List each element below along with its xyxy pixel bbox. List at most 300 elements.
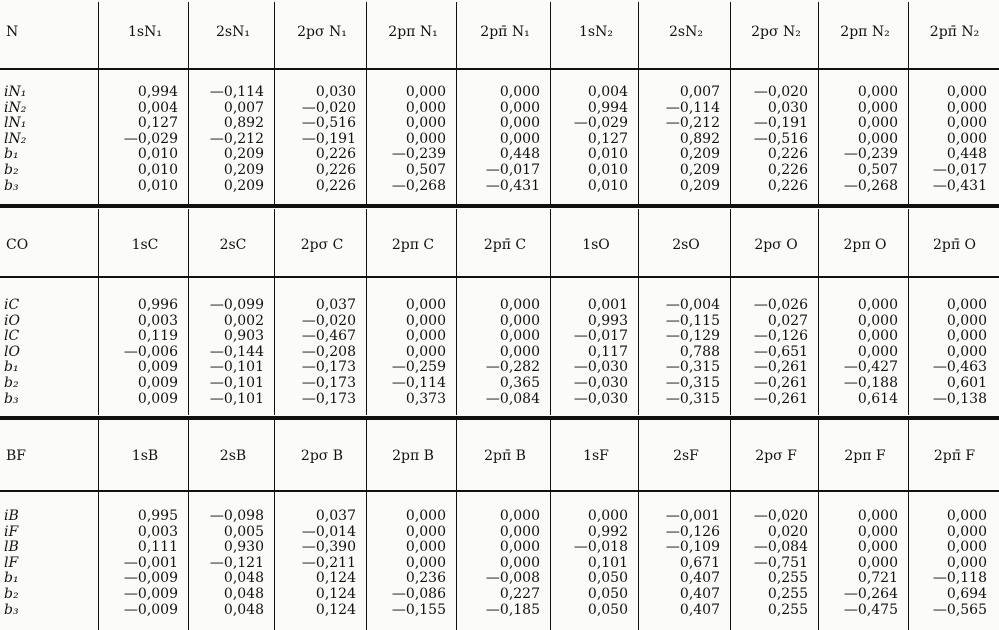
- column-header: 2pπ̄ B: [484, 448, 526, 464]
- column-header: 1sN₁: [128, 24, 162, 40]
- value-column: [912, 298, 987, 407]
- value-column: [192, 85, 264, 194]
- table-cell: 0,000: [857, 523, 898, 540]
- table-cell: —0,431: [485, 177, 540, 194]
- table-cell: 0,124: [315, 570, 356, 587]
- table-cell: —0,259: [391, 359, 446, 376]
- column-header: 2pπ̄ O: [933, 237, 976, 253]
- table-cell: 0,000: [946, 99, 987, 116]
- table-cell: 0,993: [587, 312, 628, 329]
- horizontal-rule: [0, 490, 999, 492]
- table-cell: —0,020: [301, 99, 356, 116]
- table-cell: 0,000: [405, 523, 446, 540]
- table-cell: 0,000: [946, 343, 987, 360]
- table-cell: 0,000: [405, 539, 446, 556]
- row-label: lN₂: [4, 130, 27, 147]
- table-cell: —0,315: [665, 390, 720, 407]
- table-cell: 0,000: [946, 312, 987, 329]
- table-cell: 0,000: [857, 343, 898, 360]
- row-label: lB: [4, 539, 19, 556]
- column-header: 1sO: [582, 237, 610, 253]
- table-cell: —0,565: [932, 601, 987, 618]
- table-cell: 0,930: [223, 539, 264, 556]
- horizontal-rule: [0, 419, 999, 420]
- table-cell: —0,017: [573, 328, 628, 345]
- table-cell: 0,209: [679, 146, 720, 163]
- column-header: 2pσ O: [754, 237, 798, 253]
- value-column: [370, 85, 446, 194]
- table-cell: —0,173: [301, 374, 356, 391]
- table-cell: 0,903: [223, 328, 264, 345]
- table-cell: —0,020: [301, 312, 356, 329]
- value-column: [192, 298, 264, 407]
- table-cell: 0,000: [857, 297, 898, 313]
- row-label: iN₁: [4, 84, 27, 100]
- table-cell: 0,000: [857, 508, 898, 524]
- table-cell: 0,996: [137, 297, 178, 313]
- table-cell: 0,209: [223, 177, 264, 194]
- value-column: [642, 85, 720, 194]
- row-label: iO: [4, 312, 20, 329]
- row-label: iN₂: [4, 99, 27, 116]
- table-cell: —0,268: [391, 177, 446, 194]
- table-cell: —0,001: [123, 554, 178, 571]
- row-labels: [4, 298, 94, 407]
- table-cell: 0,000: [946, 297, 987, 313]
- table-cell: 0,788: [679, 343, 720, 360]
- table-cell: —0,751: [753, 554, 808, 571]
- table-cell: 0,004: [137, 99, 178, 116]
- table-cell: 0,000: [857, 99, 898, 116]
- table-cell: —0,463: [932, 359, 987, 376]
- table-cell: 0,000: [857, 115, 898, 132]
- row-label: b₁: [4, 359, 19, 376]
- value-column: [278, 298, 356, 407]
- value-column: [642, 509, 720, 618]
- row-label: b₃: [4, 601, 19, 618]
- table-cell: 0,000: [499, 130, 540, 147]
- table-cell: —0,101: [209, 359, 264, 376]
- table-cell: 0,721: [857, 570, 898, 587]
- row-label: b₂: [4, 374, 19, 391]
- table-cell: 0,010: [587, 161, 628, 178]
- table-cell: 0,994: [587, 99, 628, 116]
- column-header: 1sF: [583, 448, 609, 464]
- table-cell: 0,003: [137, 523, 178, 540]
- row-label: b₃: [4, 390, 19, 407]
- table-cell: —0,086: [391, 585, 446, 602]
- table-cell: 0,614: [857, 390, 898, 407]
- table-cell: 0,226: [767, 146, 808, 163]
- value-column: [734, 298, 808, 407]
- column-header: 2pπ B: [392, 448, 434, 464]
- table-cell: —0,144: [209, 343, 264, 360]
- table-cell: 0,030: [315, 84, 356, 100]
- table-cell: —0,173: [301, 359, 356, 376]
- table-cell: 0,000: [946, 328, 987, 345]
- table-cell: 0,000: [405, 297, 446, 313]
- table-cell: 0,037: [315, 508, 356, 524]
- table-cell: —0,155: [391, 601, 446, 618]
- table-cell: —0,030: [573, 374, 628, 391]
- molecule-label: CO: [6, 237, 29, 253]
- table-cell: —0,239: [843, 146, 898, 163]
- table-cell: —0,261: [753, 390, 808, 407]
- column-header: 1sB: [131, 448, 159, 464]
- table-cell: 0,000: [946, 508, 987, 524]
- table-cell: 0,226: [315, 161, 356, 178]
- table-cell: —0,431: [932, 177, 987, 194]
- table-cell: —0,030: [573, 359, 628, 376]
- column-header: 1sN₂: [579, 24, 613, 40]
- table-cell: 0,050: [587, 601, 628, 618]
- table-cell: 0,037: [315, 297, 356, 313]
- value-column: [734, 509, 808, 618]
- table-cell: 0,030: [767, 99, 808, 116]
- table-cell: —0,020: [753, 84, 808, 100]
- table-cell: —0,315: [665, 374, 720, 391]
- value-column: [554, 85, 628, 194]
- table-cell: 0,000: [405, 115, 446, 132]
- table-cell: 0,601: [946, 374, 987, 391]
- table-cell: 0,226: [767, 177, 808, 194]
- table-cell: 0,407: [679, 570, 720, 587]
- value-column: [642, 298, 720, 407]
- table-cell: 0,255: [767, 570, 808, 587]
- table-cell: —0,026: [753, 297, 808, 313]
- table-cell: 0,000: [405, 508, 446, 524]
- table-cell: 0,209: [679, 161, 720, 178]
- molecule-label: BF: [6, 448, 27, 464]
- value-column: [460, 509, 540, 618]
- table-cell: 0,000: [946, 115, 987, 132]
- table-cell: 0,050: [587, 585, 628, 602]
- table-cell: 0,050: [587, 570, 628, 587]
- column-header: 2pπ F: [844, 448, 886, 464]
- table-cell: 0,003: [137, 312, 178, 329]
- table-cell: —0,006: [123, 343, 178, 360]
- column-header: 2pπ N₁: [388, 24, 438, 40]
- table-cell: 0,000: [587, 508, 628, 524]
- table-cell: 0,010: [137, 177, 178, 194]
- value-column: [102, 85, 178, 194]
- value-column: [370, 509, 446, 618]
- table-cell: 0,000: [857, 130, 898, 147]
- table-cell: —0,017: [932, 161, 987, 178]
- table-cell: —0,188: [843, 374, 898, 391]
- table-cell: 0,124: [315, 601, 356, 618]
- table-cell: —0,008: [485, 570, 540, 587]
- column-header: 2sN₂: [669, 24, 703, 40]
- table-cell: 0,000: [405, 84, 446, 100]
- table-cell: 0,992: [587, 523, 628, 540]
- value-column: [460, 298, 540, 407]
- table-cell: 0,000: [405, 343, 446, 360]
- table-cell: —0,004: [665, 297, 720, 313]
- column-header: 2pσ F: [755, 448, 797, 464]
- table-cell: —0,516: [753, 130, 808, 147]
- column-header: 2pπ N₂: [840, 24, 890, 40]
- table-cell: —0,129: [665, 328, 720, 345]
- value-column: [912, 85, 987, 194]
- value-column: [822, 509, 898, 618]
- table-cell: 0,007: [223, 99, 264, 116]
- table-cell: 0,209: [223, 161, 264, 178]
- row-label: lO: [4, 343, 20, 360]
- table-cell: 0,124: [315, 585, 356, 602]
- table-cell: 0,000: [946, 554, 987, 571]
- table-cell: —0,109: [665, 539, 720, 556]
- table-cell: 0,226: [767, 161, 808, 178]
- table-cell: 0,010: [587, 177, 628, 194]
- table-cell: 0,010: [137, 161, 178, 178]
- table-cell: 0,009: [137, 359, 178, 376]
- column-header: 2sO: [672, 237, 700, 253]
- table-cell: 0,119: [137, 328, 178, 345]
- table-cell: 0,507: [405, 161, 446, 178]
- table-cell: —0,114: [209, 84, 264, 100]
- table-cell: —0,084: [753, 539, 808, 556]
- table-cell: 0,000: [857, 84, 898, 100]
- table-cell: —0,282: [485, 359, 540, 376]
- table-cell: —0,017: [485, 161, 540, 178]
- table-cell: 0,000: [857, 539, 898, 556]
- table-cell: —0,029: [123, 130, 178, 147]
- table-cell: —0,115: [665, 312, 720, 329]
- horizontal-rule: [0, 276, 999, 278]
- table-cell: —0,191: [301, 130, 356, 147]
- table-cell: 0,007: [679, 84, 720, 100]
- row-label: b₂: [4, 585, 19, 602]
- table-cell: 0,000: [946, 84, 987, 100]
- column-header: 2pπ C: [391, 237, 435, 253]
- table-cell: 0,226: [315, 146, 356, 163]
- table-cell: 0,020: [767, 523, 808, 540]
- column-header: 2pσ N₂: [751, 24, 801, 40]
- table-cell: 0,000: [857, 328, 898, 345]
- table-cell: 0,117: [587, 343, 628, 360]
- value-column: [554, 298, 628, 407]
- row-label: b₁: [4, 570, 19, 587]
- table-cell: —0,185: [485, 601, 540, 618]
- table-cell: 0,236: [405, 570, 446, 587]
- row-label: lC: [4, 328, 20, 345]
- table-cell: —0,118: [932, 570, 987, 587]
- table-cell: —0,390: [301, 539, 356, 556]
- table-cell: 0,000: [499, 328, 540, 345]
- table-cell: 0,000: [857, 554, 898, 571]
- table-cell: 0,209: [679, 177, 720, 194]
- table-cell: 0,255: [767, 601, 808, 618]
- table-cell: 0,048: [223, 601, 264, 618]
- table-cell: —0,009: [123, 570, 178, 587]
- table-cell: 0,027: [767, 312, 808, 329]
- table-cell: 0,000: [499, 523, 540, 540]
- table-cell: 0,671: [679, 554, 720, 571]
- table-cell: 0,000: [499, 312, 540, 329]
- value-column: [822, 298, 898, 407]
- table-cell: —0,261: [753, 359, 808, 376]
- table-cell: 0,000: [499, 554, 540, 571]
- table-cell: 0,507: [857, 161, 898, 178]
- table-cell: —0,001: [665, 508, 720, 524]
- table-cell: 0,111: [137, 539, 178, 556]
- table-cell: —0,427: [843, 359, 898, 376]
- table-cell: 0,373: [405, 390, 446, 407]
- value-column: [460, 85, 540, 194]
- table-cell: 0,000: [946, 130, 987, 147]
- column-header: 2pπ̄ N₂: [929, 24, 980, 40]
- table-cell: 0,448: [946, 146, 987, 163]
- table-cell: 0,000: [499, 297, 540, 313]
- table-cell: —0,126: [753, 328, 808, 345]
- table-cell: 0,892: [679, 130, 720, 147]
- column-header: 2pπ O: [843, 237, 887, 253]
- table-cell: 0,001: [587, 297, 628, 313]
- horizontal-rule: [0, 207, 999, 208]
- table-cell: —0,264: [843, 585, 898, 602]
- table-cell: —0,009: [123, 585, 178, 602]
- table-cell: —0,212: [665, 115, 720, 132]
- table-cell: 0,227: [499, 585, 540, 602]
- value-column: [278, 85, 356, 194]
- table-cell: —0,098: [209, 508, 264, 524]
- table-cell: —0,315: [665, 359, 720, 376]
- table-cell: 0,000: [946, 539, 987, 556]
- table-cell: 0,000: [405, 99, 446, 116]
- table-cell: 0,004: [587, 84, 628, 100]
- column-header: 2sN₁: [216, 24, 250, 40]
- table-cell: 0,000: [499, 508, 540, 524]
- row-labels: [4, 509, 94, 618]
- table-cell: —0,651: [753, 343, 808, 360]
- table-cell: 0,209: [223, 146, 264, 163]
- table-cell: 0,048: [223, 570, 264, 587]
- table-cell: 0,002: [223, 312, 264, 329]
- table-cell: 0,127: [587, 130, 628, 147]
- table-cell: 0,009: [137, 390, 178, 407]
- table-cell: 0,000: [499, 539, 540, 556]
- horizontal-rule: [0, 68, 999, 70]
- column-header: 2pπ̄ N₁: [480, 24, 530, 40]
- table-cell: 0,010: [137, 146, 178, 163]
- table-cell: —0,126: [665, 523, 720, 540]
- row-label: iB: [4, 508, 19, 524]
- value-column: [370, 298, 446, 407]
- table-cell: 0,010: [587, 146, 628, 163]
- table-cell: 0,000: [405, 554, 446, 571]
- table-cell: —0,173: [301, 390, 356, 407]
- table-cell: —0,268: [843, 177, 898, 194]
- value-column: [278, 509, 356, 618]
- table-cell: 0,000: [946, 523, 987, 540]
- table-cell: 0,009: [137, 374, 178, 391]
- table-cell: —0,101: [209, 390, 264, 407]
- table-cell: —0,114: [665, 99, 720, 116]
- table-cell: 0,892: [223, 115, 264, 132]
- table-cell: —0,467: [301, 328, 356, 345]
- table-cell: —0,212: [209, 130, 264, 147]
- table-cell: 0,226: [315, 177, 356, 194]
- table-cell: 0,255: [767, 585, 808, 602]
- table-cell: 0,995: [137, 508, 178, 524]
- table-cell: —0,018: [573, 539, 628, 556]
- table-cell: 0,101: [587, 554, 628, 571]
- row-label: b₃: [4, 177, 19, 194]
- table-cell: 0,127: [137, 115, 178, 132]
- table-cell: —0,475: [843, 601, 898, 618]
- value-column: [102, 298, 178, 407]
- value-column: [822, 85, 898, 194]
- column-header: 2sF: [673, 448, 699, 464]
- table-cell: 0,005: [223, 523, 264, 540]
- table-cell: 0,000: [405, 130, 446, 147]
- column-header: 2sC: [219, 237, 247, 253]
- column-header: 2sB: [219, 448, 247, 464]
- table-cell: —0,099: [209, 297, 264, 313]
- table-cell: —0,208: [301, 343, 356, 360]
- table-cell: —0,014: [301, 523, 356, 540]
- row-label: iC: [4, 297, 20, 313]
- value-column: [734, 85, 808, 194]
- table-cell: 0,048: [223, 585, 264, 602]
- table-cell: 0,448: [499, 146, 540, 163]
- table-cell: 0,694: [946, 585, 987, 602]
- table-cell: —0,114: [391, 374, 446, 391]
- column-header: 2pπ̄ C: [483, 237, 527, 253]
- column-header: 2pπ̄ F: [933, 448, 976, 464]
- table-cell: —0,138: [932, 390, 987, 407]
- table-cell: 0,407: [679, 585, 720, 602]
- table-cell: 0,000: [405, 328, 446, 345]
- table-cell: —0,009: [123, 601, 178, 618]
- table-cell: 0,000: [499, 115, 540, 132]
- table-cell: —0,101: [209, 374, 264, 391]
- table-cell: —0,211: [301, 554, 356, 571]
- table-cell: —0,191: [753, 115, 808, 132]
- row-label: lF: [4, 554, 19, 571]
- table-cell: —0,030: [573, 390, 628, 407]
- table-cell: 0,000: [499, 343, 540, 360]
- table-cell: 0,994: [137, 84, 178, 100]
- value-column: [554, 509, 628, 618]
- table-cell: 0,000: [499, 84, 540, 100]
- row-label: b₂: [4, 161, 19, 178]
- table-cell: 0,000: [405, 312, 446, 329]
- column-header: 1sC: [131, 237, 159, 253]
- table-cell: —0,029: [573, 115, 628, 132]
- row-labels: [4, 85, 94, 194]
- table-cell: —0,239: [391, 146, 446, 163]
- value-column: [192, 509, 264, 618]
- table-cell: —0,084: [485, 390, 540, 407]
- value-column: [102, 509, 178, 618]
- column-header: 2pσ N₁: [297, 24, 347, 40]
- row-label: b₁: [4, 146, 19, 163]
- table-cell: 0,000: [499, 99, 540, 116]
- table-cell: —0,121: [209, 554, 264, 571]
- row-label: iF: [4, 523, 19, 540]
- column-header: 2pσ C: [300, 237, 344, 253]
- table-cell: —0,516: [301, 115, 356, 132]
- table-cell: —0,261: [753, 374, 808, 391]
- table-cell: 0,407: [679, 601, 720, 618]
- value-column: [912, 509, 987, 618]
- molecule-label: N: [6, 24, 19, 40]
- row-label: lN₁: [4, 115, 27, 132]
- table-cell: 0,000: [857, 312, 898, 329]
- column-header: 2pσ B: [300, 448, 344, 464]
